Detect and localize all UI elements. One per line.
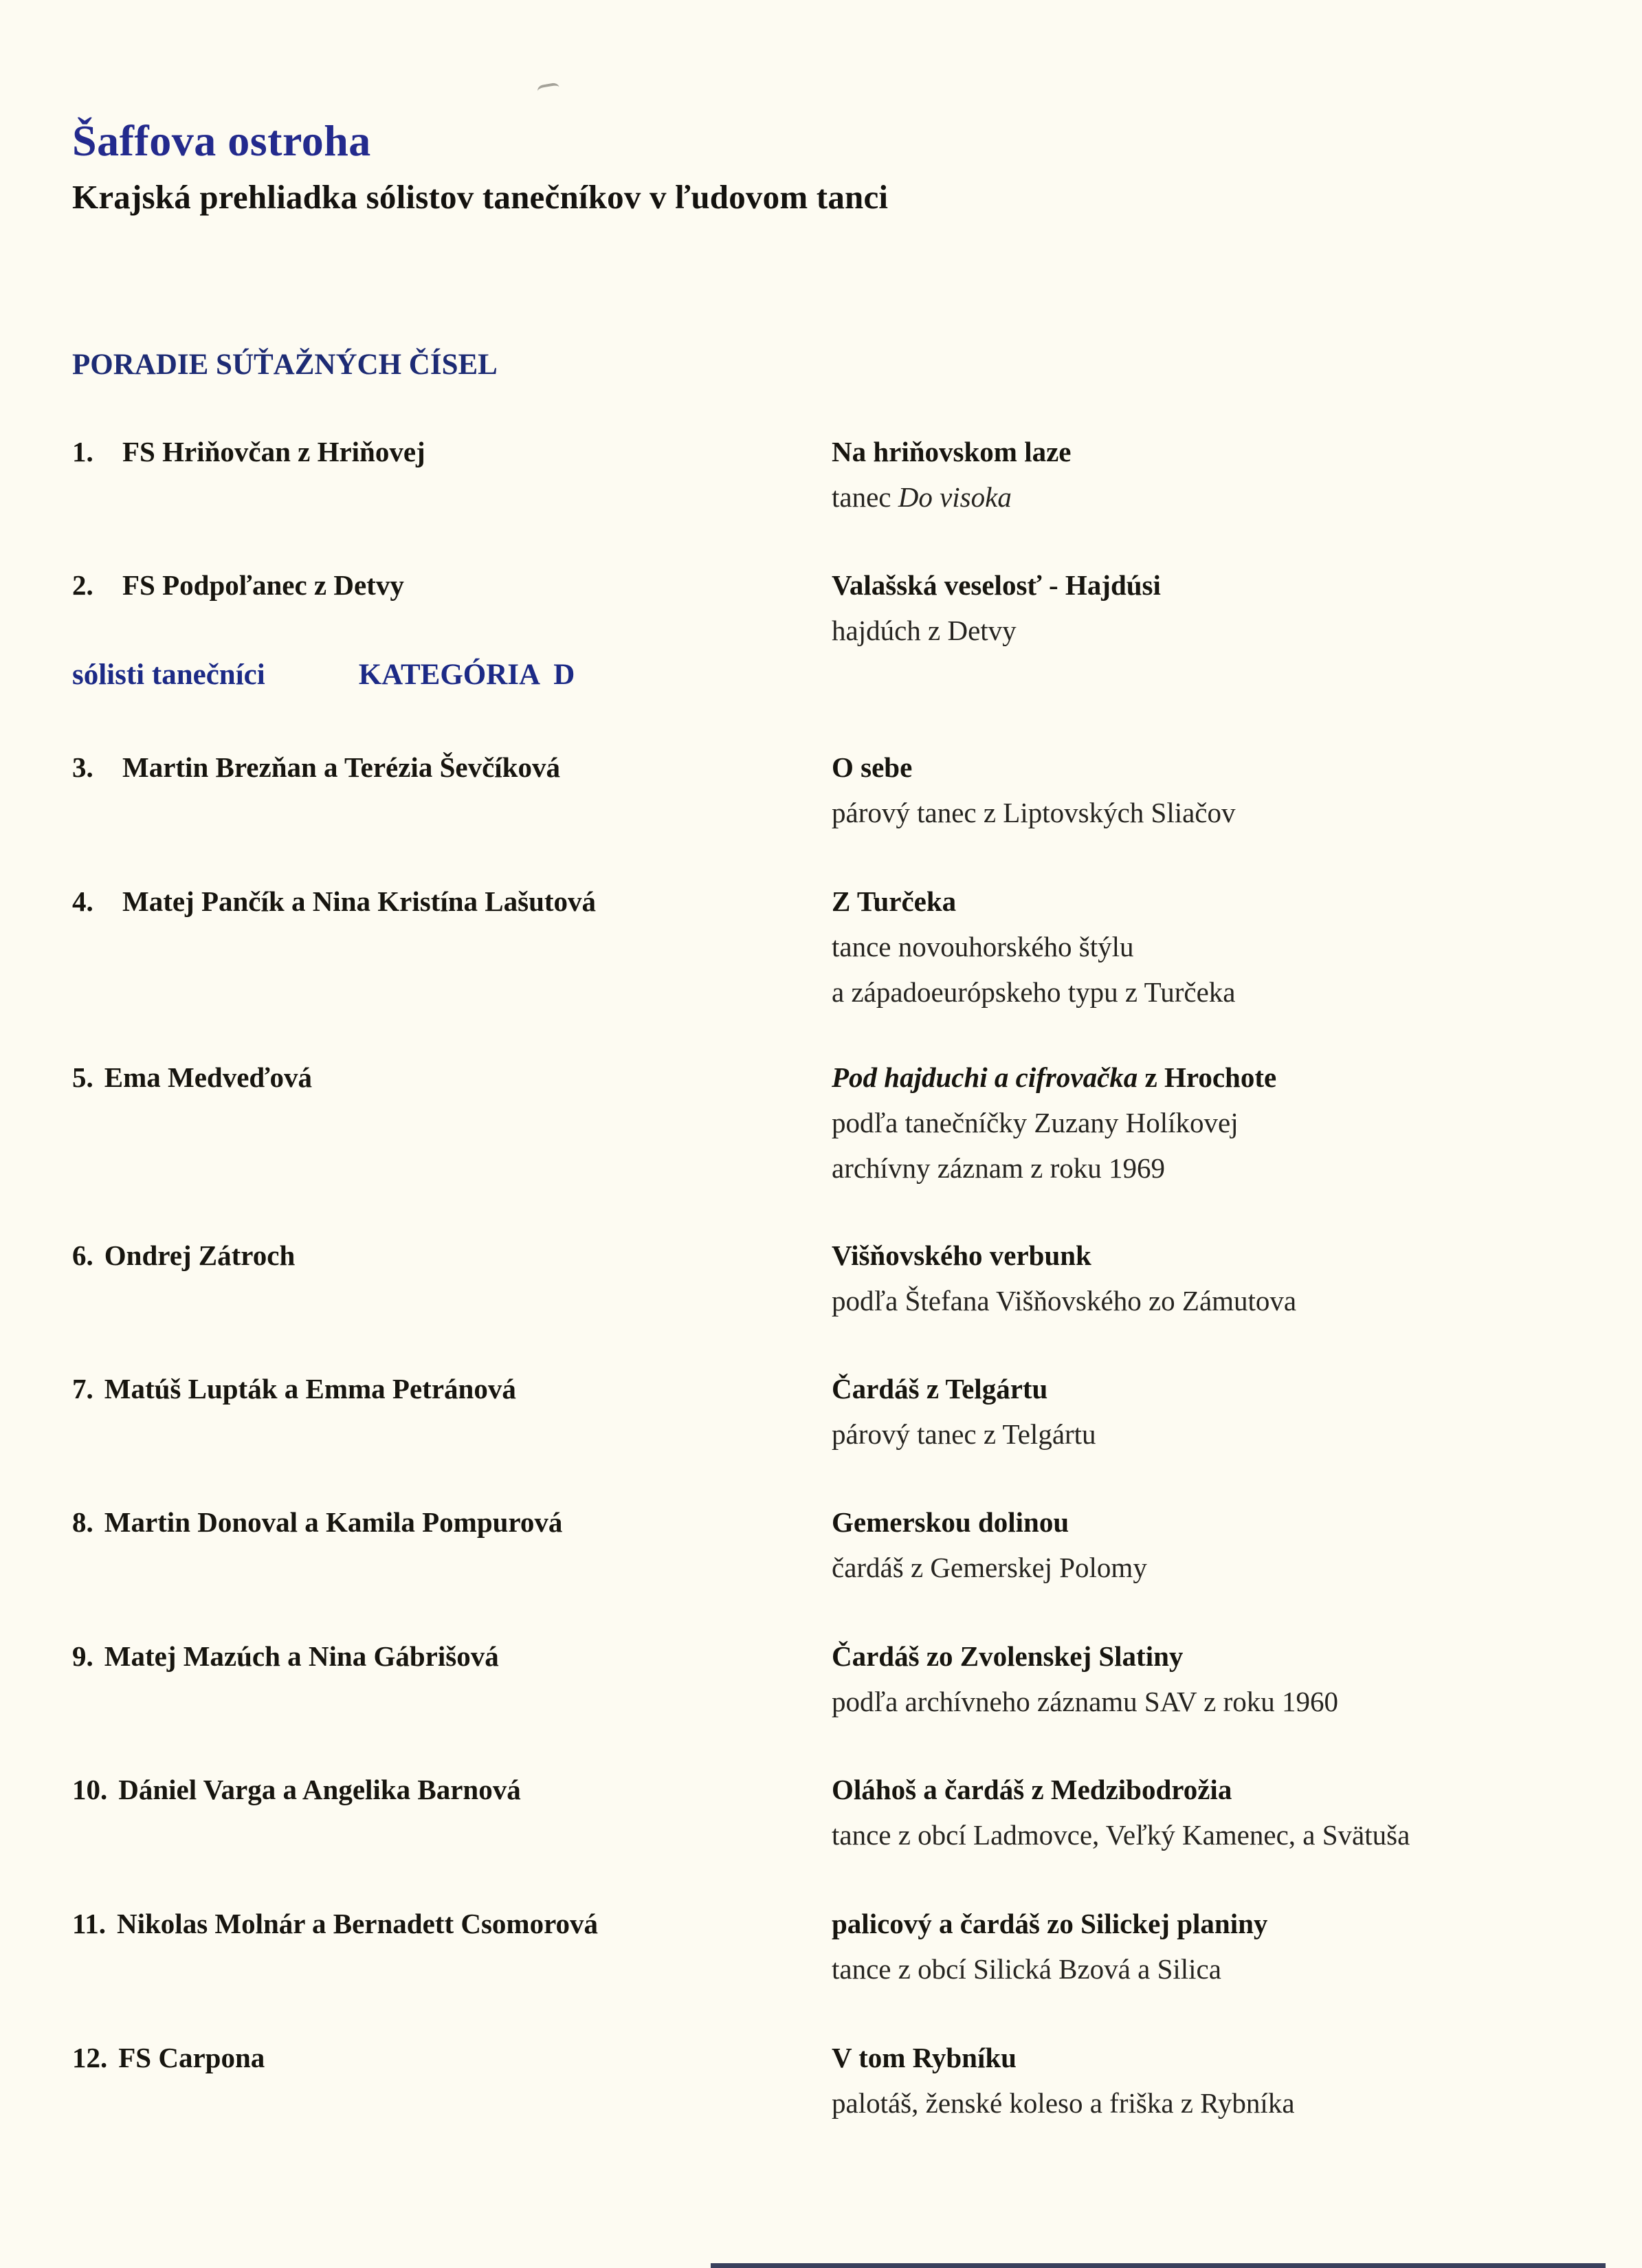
dance-title: Čardáš z Telgártu — [832, 1373, 1048, 1405]
dance-cell — [832, 562, 1608, 653]
dance-description: párový tanec z Liptovských Sliačov — [832, 797, 1236, 828]
entry-number: 2. — [72, 569, 93, 601]
performer-name: Martin Donoval a Kamila Pompurová — [104, 1506, 563, 1538]
entry-row-3 — [72, 745, 1608, 835]
performer-name: Ema Medveďová — [104, 1061, 312, 1093]
dance-description — [832, 474, 1608, 520]
dance-cell — [832, 1366, 1608, 1457]
dance-description-italic: Do visoka — [898, 481, 1012, 513]
dance-cell — [832, 1233, 1608, 1323]
entry-row-1 — [72, 429, 1608, 520]
performer-name: Dániel Varga a Angelika Barnová — [118, 1774, 521, 1805]
entry-number: 10. — [72, 1774, 108, 1805]
scan-artifact-mark — [537, 82, 560, 96]
dance-title: palicový a čardáš zo Silickej planiny — [832, 1908, 1268, 1939]
dance-title: Gemerskou dolinou — [832, 1506, 1069, 1538]
list-heading: PORADIE SÚŤAŽNÝCH ČÍSEL — [72, 349, 498, 381]
entry-row-6 — [72, 1233, 1608, 1323]
entry-number: 7. — [72, 1373, 93, 1405]
scan-edge-strip — [711, 2263, 1606, 2268]
dance-cell — [832, 1633, 1608, 1724]
dance-cell — [832, 879, 1608, 1015]
dance-title: Višňovského verbunk — [832, 1240, 1091, 1271]
dance-title: Oláhoš a čardáš z Medzibodrožia — [832, 1774, 1232, 1805]
entry-row-5 — [72, 1055, 1608, 1191]
performer-cell — [72, 429, 832, 474]
entry-row-8 — [72, 1499, 1608, 1590]
entry-number: 5. — [72, 1061, 93, 1093]
performer-name: Nikolas Molnár a Bernadett Csomorová — [117, 1908, 599, 1939]
dance-description: čardáš z Gemerskej Polomy — [832, 1552, 1147, 1583]
entry-number: 12. — [72, 2042, 108, 2073]
entry-number: 11. — [72, 1908, 106, 1939]
performer-name: Ondrej Zátroch — [104, 1240, 296, 1271]
dance-cell — [832, 1767, 1608, 1858]
entry-number: 8. — [72, 1506, 93, 1538]
document-header — [72, 114, 888, 219]
dance-cell — [832, 1055, 1608, 1191]
dance-title: Valašská veselosť - Hajdúsi — [832, 569, 1161, 601]
dance-description: párový tanec z Telgártu — [832, 1418, 1096, 1450]
performer-name: Matej Mazúch a Nina Gábrišová — [104, 1640, 499, 1672]
dance-title: Čardáš zo Zvolenskej Slatiny — [832, 1640, 1184, 1672]
performer-cell — [72, 562, 832, 608]
performer-cell — [72, 1499, 832, 1545]
entry-row-11 — [72, 1901, 1608, 1992]
performer-name: Matej Pančík a Nina Kristína Lašutová — [122, 885, 597, 917]
dance-description: archívny záznam z roku 1969 — [832, 1152, 1165, 1184]
dance-title: O sebe — [832, 751, 913, 783]
performer-name: FS Hriňovčan z Hriňovej — [122, 436, 425, 467]
entry-row-10 — [72, 1767, 1608, 1858]
performer-cell — [72, 1055, 832, 1100]
entry-number: 3. — [72, 751, 93, 783]
dance-description: tance novouhorského štýlu — [832, 931, 1134, 962]
dance-description: podľa Štefana Višňovského zo Zámutova — [832, 1285, 1297, 1317]
dance-title: V tom Rybníku — [832, 2042, 1017, 2073]
dance-title: Na hriňovskom laze — [832, 436, 1072, 467]
dance-cell — [832, 2035, 1608, 2126]
dance-description: tance z obcí Silická Bzová a Silica — [832, 1953, 1221, 1985]
performer-cell — [72, 1366, 832, 1411]
performer-cell — [72, 1767, 832, 1812]
dance-description: podľa tanečníčky Zuzany Holíkovej — [832, 1107, 1239, 1138]
dance-description: podľa archívneho záznamu SAV z roku 1960 — [832, 1686, 1339, 1717]
page-title: Šaffova ostroha — [72, 116, 371, 165]
category-label: KATEGÓRIA D — [358, 659, 575, 691]
performer-cell — [72, 879, 832, 924]
entry-number: 9. — [72, 1640, 93, 1672]
entry-row-12 — [72, 2035, 1608, 2126]
dance-cell — [832, 1901, 1608, 1992]
dance-title: Z Turčeka — [832, 885, 957, 917]
page-subtitle: Krajská prehliadka sólistov tanečníkov v ľudovom tanci — [72, 178, 889, 216]
performer-name: FS Carpona — [118, 2042, 265, 2073]
entry-row-7 — [72, 1366, 1608, 1457]
entry-row-2 — [72, 562, 1608, 653]
performer-cell — [72, 745, 832, 790]
dance-cell — [832, 429, 1608, 520]
entry-row-4 — [72, 879, 1608, 1015]
entry-number: 4. — [72, 885, 93, 917]
dance-description: hajdúch z Detvy — [832, 615, 1017, 646]
performer-name: Matúš Lupták a Emma Petránová — [104, 1373, 516, 1405]
performer-cell — [72, 2035, 832, 2080]
category-section-heading — [72, 654, 575, 696]
dance-description-text: tanec — [832, 481, 898, 513]
dance-cell — [832, 1499, 1608, 1590]
dance-description: tance z obcí Ladmovce, Veľký Kamenec, a Svätuša — [832, 1819, 1410, 1851]
dance-title-italic: Pod hajduchi a cifrovačka — [832, 1061, 1145, 1093]
entry-number: 6. — [72, 1240, 93, 1271]
section-label: sólisti tanečníci — [72, 659, 265, 691]
dance-title — [832, 1055, 1608, 1100]
dance-cell — [832, 745, 1608, 835]
entry-number: 1. — [72, 436, 93, 467]
performer-cell — [72, 1233, 832, 1278]
entry-row-9 — [72, 1633, 1608, 1724]
dance-description: a západoeurópskeho typu z Turčeka — [832, 976, 1236, 1008]
performer-cell — [72, 1633, 832, 1679]
dance-title-text: z Hrochote — [1144, 1061, 1277, 1093]
dance-description: palotáš, ženské koleso a friška z Rybníka — [832, 2087, 1295, 2119]
performer-name: Martin Brezňan a Terézia Ševčíková — [122, 751, 560, 783]
performer-name: FS Podpoľanec z Detvy — [122, 569, 404, 601]
performer-cell — [72, 1901, 832, 1946]
